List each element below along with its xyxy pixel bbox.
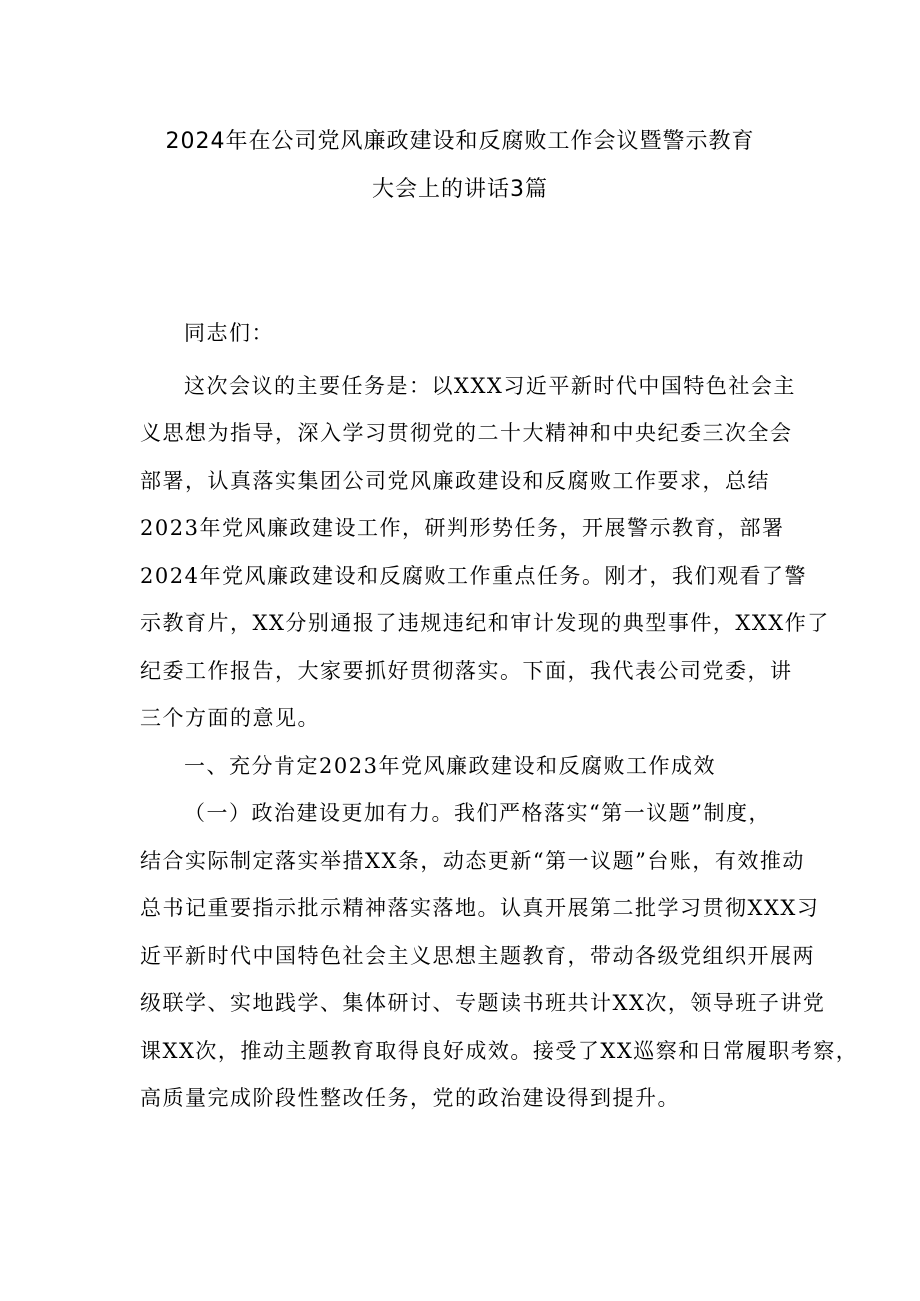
paragraph-1-line-6: 示教育片，XX分别通报了违规违纪和审计发现的典型事件，XXX作了 — [140, 611, 830, 635]
paragraph-2-line-2: 结合实际制定落实举措XX条，动态更新“第一议题”台账，有效推动 — [140, 849, 805, 873]
paragraph-2-line-1: （一）政治建设更加有力。我们严格落实“第一议题”制度， — [184, 801, 771, 825]
paragraph-2-line-6: 课XX次，推动主题教育取得良好成效。接受了XX巡察和日常履职考察， — [140, 1039, 859, 1063]
document-title-line-1: 2024年在公司党风廉政建设和反腐败工作会议暨警示教育 — [165, 129, 755, 154]
paragraph-1-line-5: 2024年党风廉政建设和反腐败工作重点任务。刚才，我们观看了警 — [140, 564, 807, 588]
paragraph-1-line-1: 这次会议的主要任务是：以XXX习近平新时代中国特色社会主 — [184, 374, 796, 398]
document-title-line-2: 大会上的讲话3篇 — [372, 177, 548, 202]
paragraph-1-line-8: 三个方面的意见。 — [140, 706, 320, 730]
paragraph-1-line-2: 义思想为指导，深入学习贯彻党的二十大精神和中央纪委三次全会 — [140, 421, 793, 445]
paragraph-2-line-5: 级联学、实地践学、集体研讨、专题读书班共计XX次，领导班子讲党 — [140, 991, 826, 1015]
paragraph-2-line-7: 高质量完成阶段性整改任务，党的政治建设得到提升。 — [140, 1086, 680, 1110]
paragraph-1-line-4: 2023年党风廉政建设工作，研判形势任务，开展警示教育，部署 — [140, 516, 785, 540]
paragraph-1-line-3: 部署，认真落实集团公司党风廉政建设和反腐败工作要求，总结 — [140, 469, 770, 493]
paragraph-1-line-7: 纪委工作报告，大家要抓好贯彻落实。下面，我代表公司党委，讲 — [140, 659, 793, 683]
paragraph-2-line-4: 近平新时代中国特色社会主义思想主题教育，带动各级党组织开展两 — [140, 944, 815, 968]
section-heading-1: 一、充分肯定2023年党风廉政建设和反腐败工作成效 — [184, 754, 716, 778]
paragraph-2-line-3: 总书记重要指示批示精神落实落地。认真开展第二批学习贯彻XXX习 — [140, 896, 820, 920]
salutation: 同志们： — [184, 321, 274, 345]
